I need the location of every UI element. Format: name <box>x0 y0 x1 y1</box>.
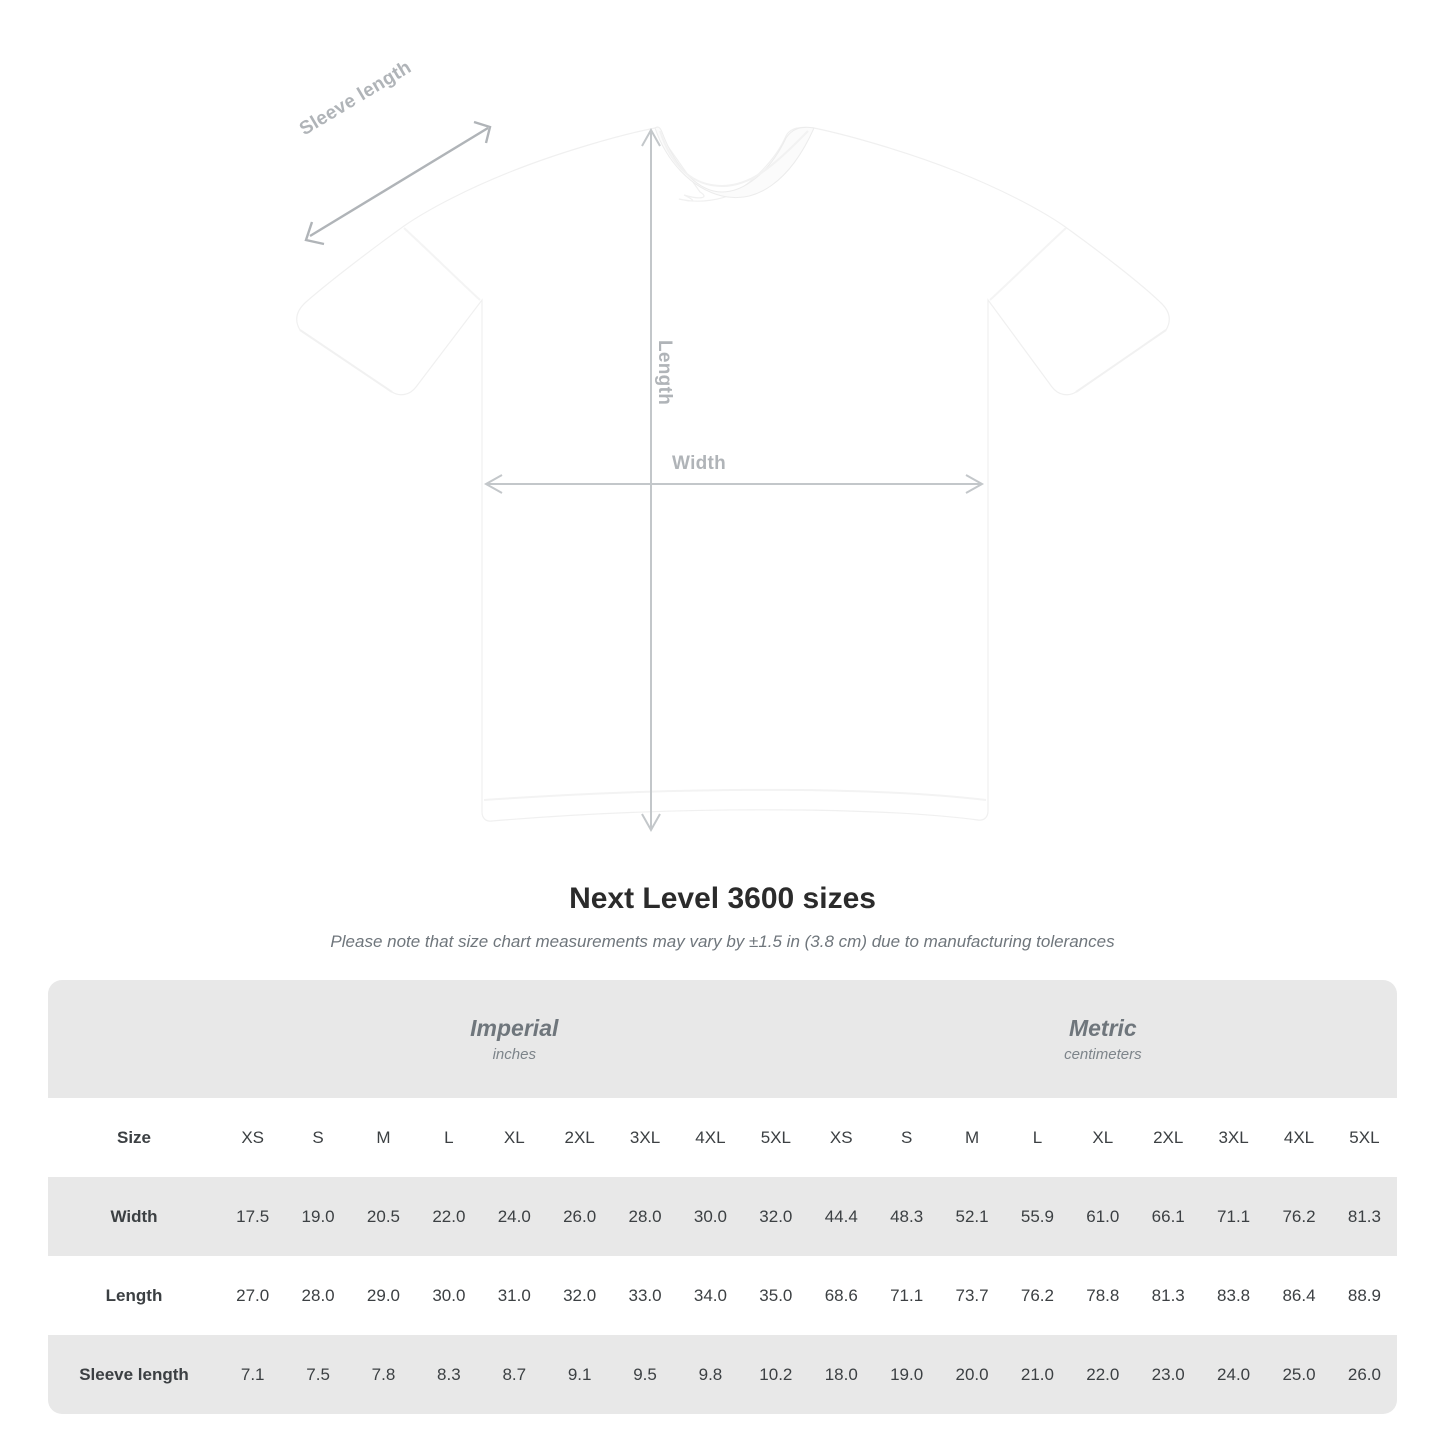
page-title: Next Level 3600 sizes <box>569 882 876 915</box>
column-header: L <box>1005 1098 1070 1177</box>
cell-length-imperial-3xl: 33.0 <box>612 1256 677 1335</box>
cell-width-metric-3xl: 71.1 <box>1201 1177 1266 1256</box>
column-header: S <box>874 1098 939 1177</box>
cell-length-metric-4xl: 86.4 <box>1266 1256 1331 1335</box>
cell-width-imperial-m: 20.5 <box>351 1177 416 1256</box>
table-size-header-row <box>48 1098 1397 1177</box>
cell-width-metric-l: 55.9 <box>1005 1177 1070 1256</box>
column-header: M <box>939 1098 1004 1177</box>
cell-length-imperial-s: 28.0 <box>285 1256 350 1335</box>
cell-length-imperial-2xl: 32.0 <box>547 1256 612 1335</box>
group-unit-imperial: inches <box>492 1045 536 1063</box>
size-table <box>48 980 1397 1414</box>
column-header: 4XL <box>678 1098 743 1177</box>
cell-sleeve-imperial-m: 7.8 <box>351 1335 416 1414</box>
cell-length-metric-2xl: 81.3 <box>1136 1256 1201 1335</box>
group-name-metric: Metric <box>1068 1015 1137 1042</box>
column-header: XL <box>1070 1098 1135 1177</box>
row-label-width: Width <box>48 1177 220 1256</box>
column-header: 2XL <box>547 1098 612 1177</box>
column-header: L <box>416 1098 481 1177</box>
cell-sleeve-metric-s: 19.0 <box>874 1335 939 1414</box>
cell-length-imperial-xl: 31.0 <box>482 1256 547 1335</box>
cell-width-metric-4xl: 76.2 <box>1266 1177 1331 1256</box>
table-row <box>48 1177 1397 1256</box>
sleeve-length-label: Sleeve length <box>296 56 416 141</box>
cell-sleeve-imperial-3xl: 9.5 <box>612 1335 677 1414</box>
cell-width-metric-xl: 61.0 <box>1070 1177 1135 1256</box>
table-row <box>48 1256 1397 1335</box>
row-label-sleeve-length: Sleeve length <box>48 1335 220 1414</box>
cell-length-metric-3xl: 83.8 <box>1201 1256 1266 1335</box>
column-header: XL <box>482 1098 547 1177</box>
cell-width-metric-m: 52.1 <box>939 1177 1004 1256</box>
cell-sleeve-imperial-5xl: 10.2 <box>743 1335 808 1414</box>
cell-length-metric-xs: 68.6 <box>809 1256 874 1335</box>
cell-width-imperial-2xl: 26.0 <box>547 1177 612 1256</box>
column-header: 3XL <box>1201 1098 1266 1177</box>
cell-sleeve-metric-5xl: 26.0 <box>1332 1335 1397 1414</box>
table-group-header-row <box>48 980 1397 1098</box>
cell-length-metric-l: 76.2 <box>1005 1256 1070 1335</box>
column-header: XS <box>809 1098 874 1177</box>
column-header: 4XL <box>1266 1098 1331 1177</box>
cell-width-metric-xs: 44.4 <box>809 1177 874 1256</box>
cell-sleeve-metric-m: 20.0 <box>939 1335 1004 1414</box>
column-header: 2XL <box>1136 1098 1201 1177</box>
group-unit-metric: centimeters <box>1064 1045 1142 1063</box>
cell-sleeve-imperial-xl: 8.7 <box>482 1335 547 1414</box>
cell-width-imperial-5xl: 32.0 <box>743 1177 808 1256</box>
cell-sleeve-metric-xs: 18.0 <box>809 1335 874 1414</box>
cell-width-imperial-xs: 17.5 <box>220 1177 285 1256</box>
width-label: Width <box>672 453 727 474</box>
cell-width-imperial-s: 19.0 <box>285 1177 350 1256</box>
cell-width-imperial-l: 22.0 <box>416 1177 481 1256</box>
cell-width-imperial-xl: 24.0 <box>482 1177 547 1256</box>
cell-length-imperial-xs: 27.0 <box>220 1256 285 1335</box>
column-header: S <box>285 1098 350 1177</box>
cell-sleeve-metric-2xl: 23.0 <box>1136 1335 1201 1414</box>
column-header: 3XL <box>612 1098 677 1177</box>
cell-length-metric-xl: 78.8 <box>1070 1256 1135 1335</box>
cell-sleeve-imperial-4xl: 9.8 <box>678 1335 743 1414</box>
cell-sleeve-imperial-s: 7.5 <box>285 1335 350 1414</box>
cell-sleeve-imperial-l: 8.3 <box>416 1335 481 1414</box>
column-header: M <box>351 1098 416 1177</box>
cell-sleeve-metric-l: 21.0 <box>1005 1335 1070 1414</box>
group-name-imperial: Imperial <box>470 1015 559 1042</box>
cell-sleeve-metric-4xl: 25.0 <box>1266 1335 1331 1414</box>
group-header-imperial <box>220 980 809 1098</box>
row-label-length: Length <box>48 1256 220 1335</box>
size-table-wrapper <box>48 980 1397 1414</box>
cell-length-imperial-m: 29.0 <box>351 1256 416 1335</box>
cell-width-metric-5xl: 81.3 <box>1332 1177 1397 1256</box>
table-row <box>48 1335 1397 1414</box>
cell-width-metric-2xl: 66.1 <box>1136 1177 1201 1256</box>
cell-sleeve-imperial-2xl: 9.1 <box>547 1335 612 1414</box>
cell-length-imperial-4xl: 34.0 <box>678 1256 743 1335</box>
column-header: XS <box>220 1098 285 1177</box>
tolerance-note: Please note that size chart measurements may vary by ±1.5 in (3.8 cm) due to manufacturing tolerances <box>330 932 1115 951</box>
cell-width-imperial-3xl: 28.0 <box>612 1177 677 1256</box>
column-header: 5XL <box>1332 1098 1397 1177</box>
cell-sleeve-metric-3xl: 24.0 <box>1201 1335 1266 1414</box>
cell-length-metric-5xl: 88.9 <box>1332 1256 1397 1335</box>
group-header-blank <box>48 980 220 1098</box>
cell-length-imperial-5xl: 35.0 <box>743 1256 808 1335</box>
cell-sleeve-imperial-xs: 7.1 <box>220 1335 285 1414</box>
cell-length-imperial-l: 30.0 <box>416 1256 481 1335</box>
cell-width-imperial-4xl: 30.0 <box>678 1177 743 1256</box>
cell-sleeve-metric-xl: 22.0 <box>1070 1335 1135 1414</box>
column-header: 5XL <box>743 1098 808 1177</box>
length-label: Length <box>654 340 675 406</box>
size-header-cell: Size <box>48 1098 220 1177</box>
group-header-metric <box>809 980 1397 1098</box>
cell-length-metric-s: 71.1 <box>874 1256 939 1335</box>
cell-width-metric-s: 48.3 <box>874 1177 939 1256</box>
cell-length-metric-m: 73.7 <box>939 1256 1004 1335</box>
